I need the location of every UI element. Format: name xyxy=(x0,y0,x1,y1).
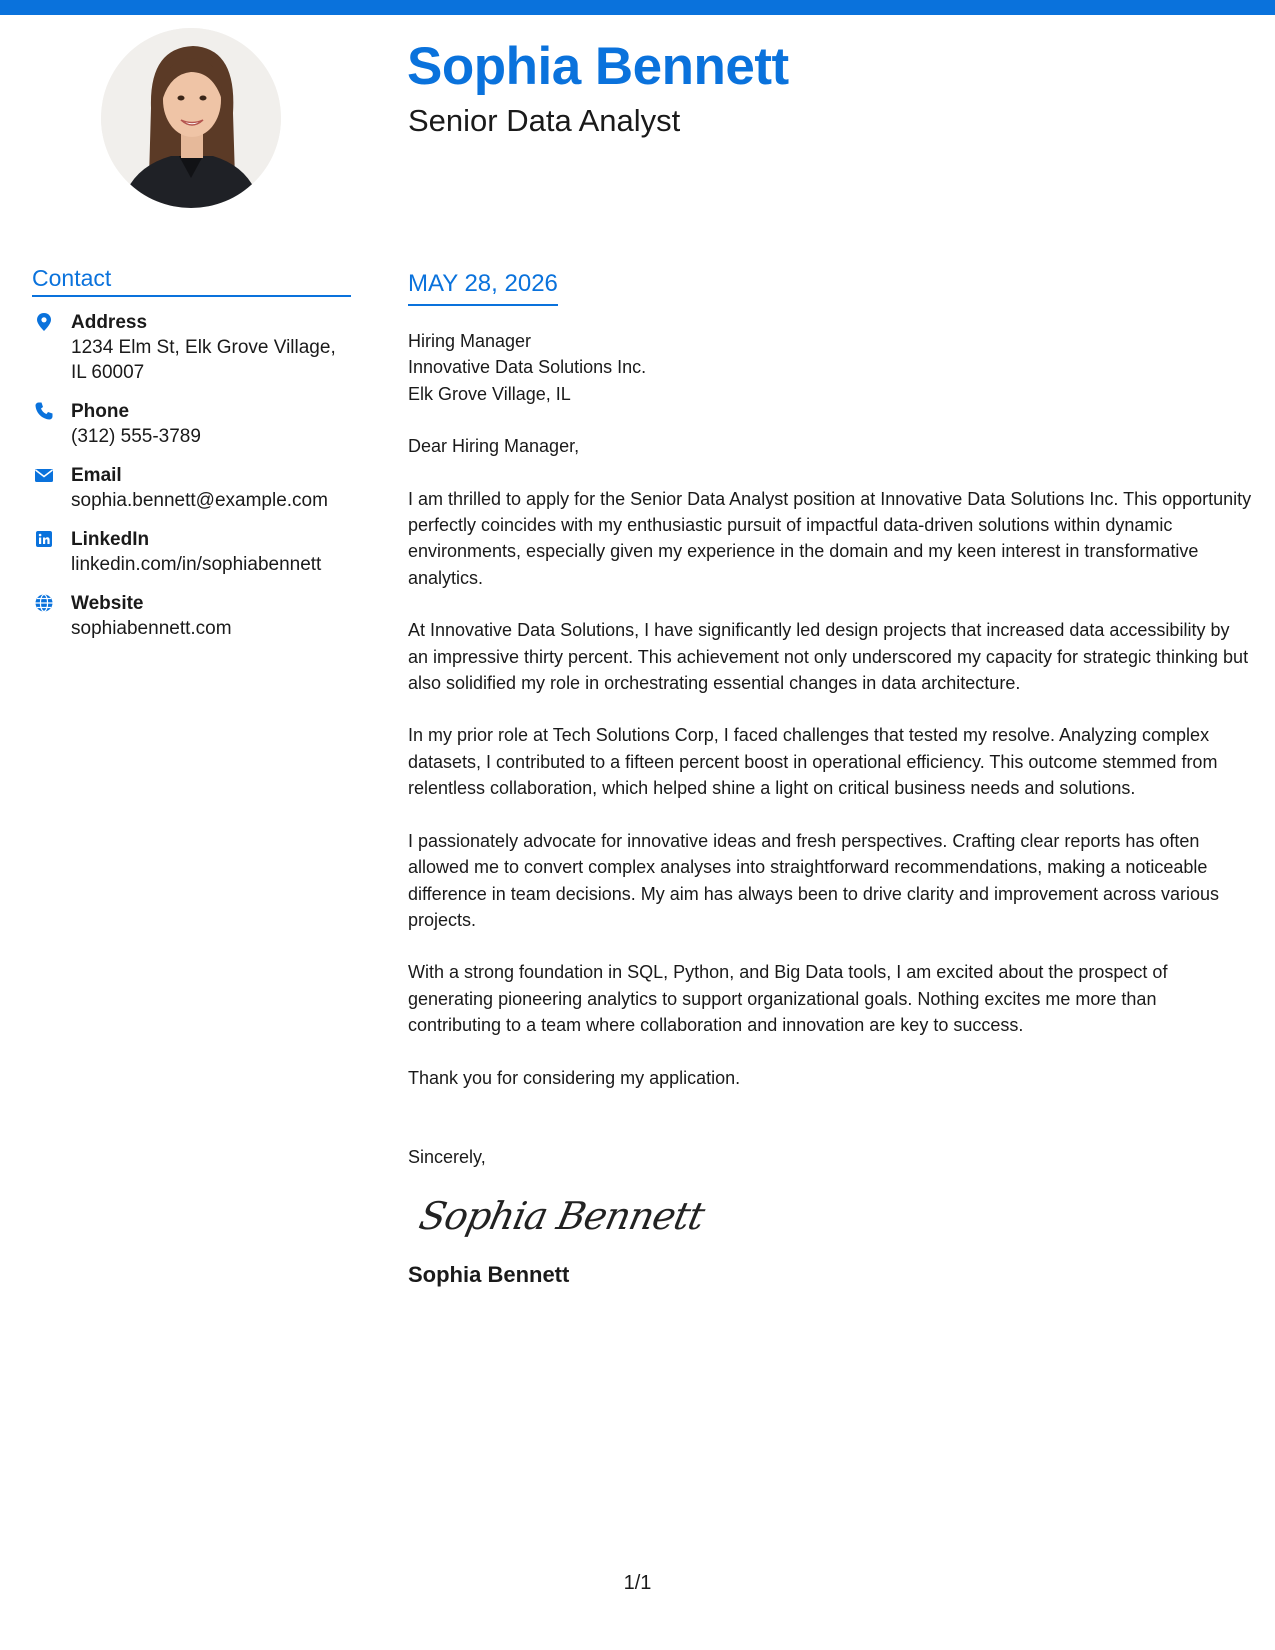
recipient-line: Innovative Data Solutions Inc. xyxy=(408,357,647,378)
contact-value: (312) 555-3789 xyxy=(71,426,201,447)
contact-value: linkedin.com/in/sophiabennett xyxy=(71,554,322,575)
contact-item-phone xyxy=(32,399,352,449)
contact-item-website xyxy=(32,591,352,641)
letter-paragraph: I passionately advocate for innovative ideas and fresh perspectives. Crafting clear reports has often allowed me to convert complex analyses into straightforward recommendations, making a noticeable difference in team decisions. My aim has always been to drive clarity and improvement across various projects. xyxy=(408,830,1220,930)
contact-value: 1234 Elm St, Elk Grove Village, IL 60007 xyxy=(71,337,336,383)
contact-label: Phone xyxy=(71,401,130,422)
recipient-block xyxy=(408,328,1253,407)
recipient-line: Hiring Manager xyxy=(408,331,532,351)
letter-paragraph: At Innovative Data Solutions, I have significantly led design projects that increased data accessibility by an impressive thirty percent. This achievement not only underscored my capacity for strategic thinking but also solidified my role in orchestrating essential changes in data architecture. xyxy=(408,620,1249,694)
top-accent-bar xyxy=(0,0,1275,15)
contact-label: Website xyxy=(71,593,144,614)
contact-label: Email xyxy=(71,465,122,486)
handwritten-signature: Sophia Bennett xyxy=(415,1194,708,1239)
profile-photo xyxy=(101,28,281,208)
contact-list xyxy=(32,310,352,655)
applicant-name: Sophia Bennett xyxy=(407,37,789,96)
letter-paragraph: Thank you for considering my application. xyxy=(408,1067,741,1088)
letter-body xyxy=(408,328,1253,1288)
globe-icon xyxy=(34,593,54,613)
contact-value: sophia.bennett@example.com xyxy=(71,490,328,511)
contact-item-linkedin xyxy=(32,527,352,577)
page-number: 1/1 xyxy=(623,1572,652,1594)
contact-label: LinkedIn xyxy=(71,529,150,550)
contact-item-email xyxy=(32,463,352,513)
letter-paragraph: I am thrilled to apply for the Senior Data Analyst position at Innovative Data Solutions Inc. This opportunity perfectly coincides with my enthusiastic pursuit of impactful data-driven solutions within dynamic environments, especially given my experience in the domain and my keen interest in transformative analytics. xyxy=(408,488,1252,588)
recipient-line: Elk Grove Village, IL xyxy=(408,383,571,404)
signer-name: Sophia Bennett xyxy=(408,1261,570,1287)
phone-icon xyxy=(34,401,54,421)
linkedin-icon xyxy=(34,529,54,549)
salutation: Dear Hiring Manager, xyxy=(408,436,580,457)
contact-value: sophiabennett.com xyxy=(71,618,232,639)
map-pin-icon xyxy=(34,312,54,332)
closing: Sincerely, xyxy=(408,1146,486,1167)
letter-date: MAY 28, 2026 xyxy=(408,270,558,306)
contact-heading: Contact xyxy=(32,265,351,297)
letter-paragraph: With a strong foundation in SQL, Python, and Big Data tools, I am excited about the prospect of generating pioneering analytics to support organizational goals. Nothing excites me more than contributing to a team where collaboration and innovation are key to success. xyxy=(408,962,1168,1036)
contact-label: Address xyxy=(71,312,148,333)
envelope-icon xyxy=(34,465,54,485)
letter-paragraph: In my prior role at Tech Solutions Corp, I faced challenges that tested my resolve. Analyzing complex datasets, I contributed to a fifteen percent boost in operational efficiency. This outcome stemmed from relentless collaboration, which helped shine a light on critical business needs and solutions. xyxy=(408,725,1218,799)
applicant-title: Senior Data Analyst xyxy=(408,103,681,138)
contact-item-address xyxy=(32,310,352,385)
